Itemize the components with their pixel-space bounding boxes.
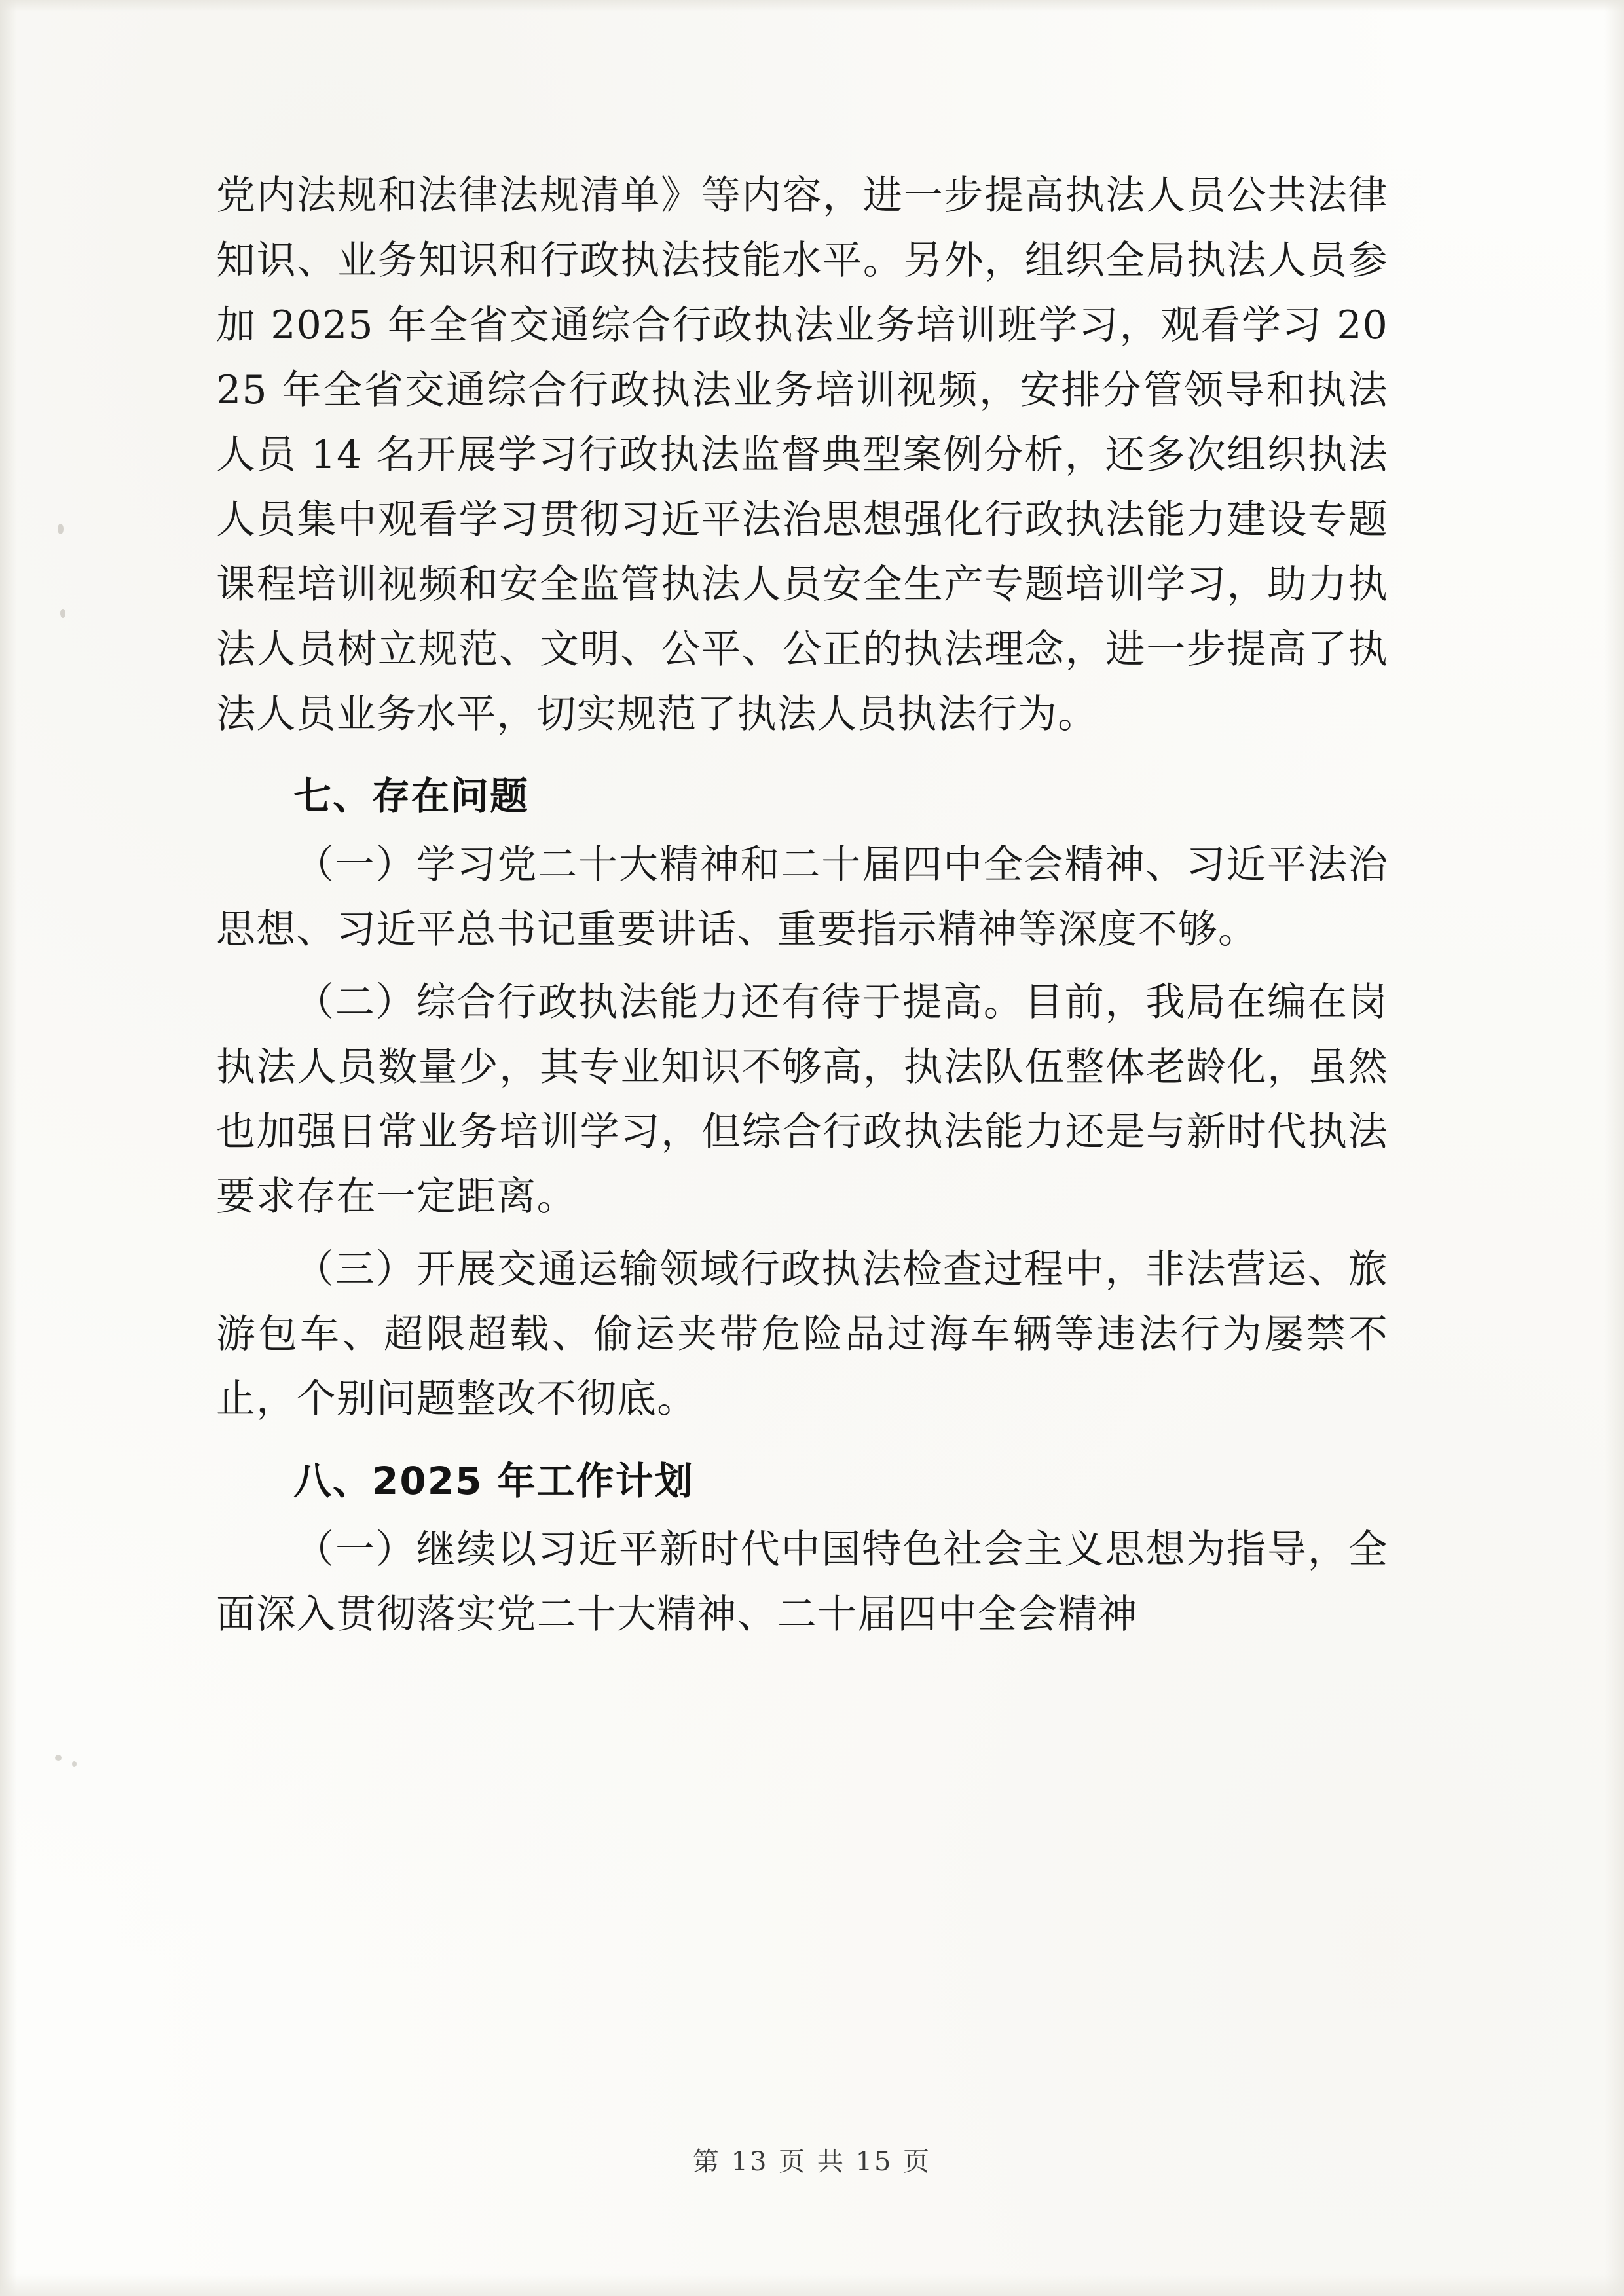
paragraph-plan-one: （一）继续以习近平新时代中国特色社会主义思想为指导，全面深入贯彻落实党二十大精神、二十届四中全会精神 <box>216 1527 1388 1637</box>
paragraph-issue-two: （二）综合行政执法能力还有待于提高。目前，我局在编在岗执法人员数量少，其专业知识不够高，执法队伍整体老龄化，虽然也加强日常业务培训学习，但综合行政执法能力还是与新时代执法要求存在一定距离。 <box>216 979 1388 1220</box>
paragraph-issue-one: （一）学习党二十大精神和二十届四中全会精神、习近平法治思想、习近平总书记重要讲话、重要指示精神等深度不够。 <box>216 842 1388 953</box>
page-edge-right <box>1604 0 1624 2296</box>
page-edge-left <box>0 0 17 2296</box>
paragraph-continued: 党内法规和法律法规清单》等内容，进一步提高执法人员公共法律知识、业务知识和行政执法技能水平。另外，组织全局执法人员参加 2025 年全省交通综合行政执法业务培训班学习，观看学习 2025 年全省交通综合行政执法业务培训视频，安排分管领导和执法人员 14 名开展学习行政执法监督典型案例分析，还多次组织执法人员集中观看学习贯彻习近平法治思想强化行政执法能力建设专题课程培训视频和安全监管执法人员安全生产专题培训学习，助力执法人员树立规范、文明、公平、公正的执法理念，进一步提高了执法人员业务水平，切实规范了执法人员执法行为。 <box>216 173 1388 737</box>
scan-speck <box>72 1761 77 1767</box>
page-edge-bottom <box>0 2274 1624 2296</box>
section-heading-seven: 七、存在问题 <box>293 774 530 818</box>
document-body <box>216 164 1388 1649</box>
scan-speck <box>60 609 65 618</box>
paragraph-issue-three: （三）开展交通运输领域行政执法检查过程中，非法营运、旅游包车、超限超载、偷运夹带危险品过海车辆等违法行为屡禁不止，个别问题整改不彻底。 <box>216 1247 1388 1422</box>
page-edge-top <box>0 0 1624 12</box>
scan-speck <box>58 524 64 534</box>
section-heading-eight: 八、2025 年工作计划 <box>293 1459 694 1503</box>
page-number-label: 第 13 页 共 15 页 <box>692 2147 932 2177</box>
scan-speck <box>55 1755 62 1761</box>
page-footer <box>0 2141 1624 2178</box>
